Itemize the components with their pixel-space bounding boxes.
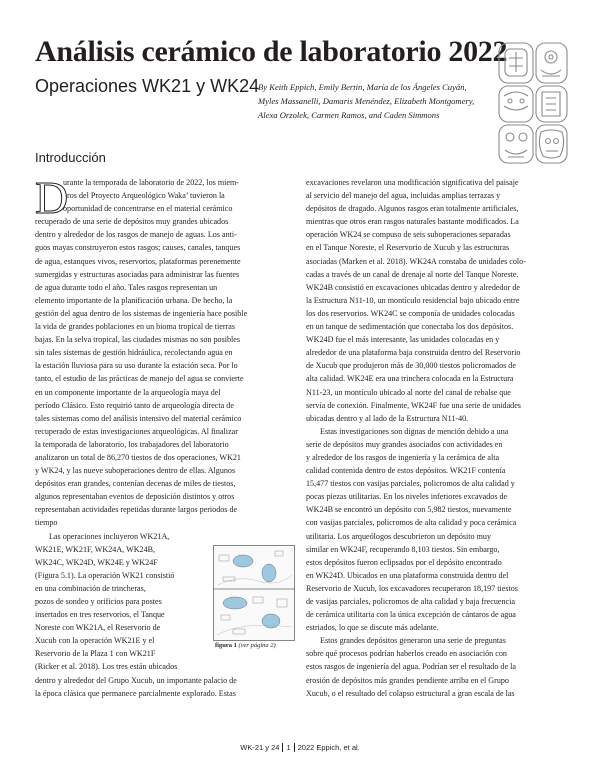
text-line: alta calidad. WK24E era una trinchera colocada en la Estructura [306,374,514,384]
text-line: la temporada de laboratorio, los trabajadores del laboratorio [35,439,229,449]
text-line: de Xucub que produjeron más de 30,000 tiestos policromados de [306,361,516,371]
text-line: tiempo [35,518,58,528]
text-line: gestión del agua dentro de los sistemas de ingeniería hace posible [35,308,248,318]
text-line: sumergidas y estructuras asociadas para administrar las fuentes [35,269,240,279]
text-line: de vasijas parciales, policromos de alta calidad y baja frecuencia [306,597,515,606]
text-line: (Figura 5.1). La operación WK21 consistió [35,570,175,580]
text-line: similar en WK24F, recuperando 8,103 tiestos. Sin embargo, [306,544,500,554]
text-line: cadas a través de un canal de drenaje al norte del Tanque Noreste. [306,269,519,279]
text-line: tanto, el estudio de las prácticas de manejo del agua se convierte [35,374,244,384]
author-name: Myles Massanelli, [258,96,321,106]
paragraph [306,425,564,635]
text-line: recuperado de estas investigaciones arqueológicas. Al finalizar [35,426,238,436]
text-line: la estación lluviosa para su uso durante la estación seca. Por lo [35,361,238,371]
text-line: de cerámica utilitaria con la única excepción de cántaros de agua [306,610,516,620]
footer-left-text: WK-21 y 24 [240,743,280,752]
text-line: Noreste con WK21A, el Reservorio de [35,623,161,633]
text-line: Estas investigaciones son dignas de mención debido a una [320,426,509,436]
text-line: WK24B consistió en excavaciones ubicadas dentro y alrededor de [306,282,520,292]
text-line: mientras que otros eran rasgos naturales bastante modificados. La [306,217,519,227]
text-line: analizaron un total de 86,270 tiestos de dos operaciones, WK21 [35,452,241,462]
text-line: de agua, estanques vivos, reservorios, plataformas perenemente [35,256,241,266]
text-line: de agua durante todo el año. Tales rasgos representan un [35,282,218,292]
text-line: en una combinación de trincheras, [35,583,146,593]
text-line: asociadas (Marken et al. 2018). WK24A constaba de unidades colo- [306,256,526,266]
text-line: la vida de grandes poblaciones en un bioma tropical de tierras [35,322,236,332]
text-line: recuperado de una serie de depósitos muy grandes ubicados [35,217,229,227]
text-line: dentro y alrededor de los rasgos de manejo de aguas. Los anti- [35,230,237,240]
text-line: estos depósitos fueron eclipsados por el depósito encontrado [306,557,502,567]
text-line: Las operaciones incluyeron WK21A, [49,531,170,541]
author-name: and Caden Simmons [368,110,440,120]
text-line: insertados en tres reservorios, el Tanque [35,610,165,620]
text-line: urante la temporada de laboratorio de 2022, los miem- [63,178,239,187]
text-line: Reservorio de Xucub, los excavadores recuperaron 18,197 tiestos [306,583,518,593]
text-line: 15,477 tiestos con vasijas parciales, policromos de alta calidad y [306,479,515,489]
author-name: María de los Ángeles Cuyán, [366,82,467,92]
text-line: servía de conexión. Finalmente, WK24F fue una serie de unidades [306,400,521,410]
text-line: la época clásica que permanece parcialmente explorado. Estas [35,688,236,698]
text-line: período Clásico. Esto requirió tanto de arqueología directa de [35,400,234,410]
author-name: Damaris Menéndez, [322,96,392,106]
author-name: Elizabeth Montgomery, [394,96,475,106]
text-line: y alrededor de los rasgos de ingeniería y la cerámica de alta [306,452,500,462]
text-line: ubicadas dentro y al lado de la Estructura N11-40. [306,413,469,423]
text-line: operación WK24 se compuso de seis suboperaciones separadas [306,230,511,240]
text-line: WK21E, WK21F, WK24A, WK24B, [35,544,156,554]
text-line: la Estructura N11-10, un montículo residencial bajo ubicado entre [306,295,520,305]
text-line: calidad contenida dentro de estos depósitos. WK21F contenía [306,466,506,476]
figure-caption [215,641,276,650]
text-line: (Ricker et al. 2018). Los tres están ubicados [35,662,178,672]
text-line: estriados, lo que se discute más adelante. [306,623,439,633]
text-line: WK24B se encontró un depósito con 5,982 tiestos, nuevamente [306,505,512,515]
text-line: depósitos de dragado. Algunos rasgos eran totalmente artificiales, [306,204,519,214]
page-subtitle: Operaciones WK21 y WK24 [35,76,260,96]
text-line: tales sistemas como del análisis intensivo del material cerámico [35,413,242,423]
text-line: sin tales sistemas de gestión hidráulica, recolectando agua en [35,348,233,358]
paragraph [306,634,564,699]
page-title: Análisis cerámico de laboratorio 2022 [35,35,508,68]
figure-map-thumbnail[interactable] [213,545,295,641]
text-line: y WK24, y las nueve suboperaciones dentro de ellas. Algunos [35,466,236,476]
page-number: 1 [282,743,293,752]
author-list [258,80,498,122]
text-line: dentro y alrededor del Grupo Xucub, un importante palacio de [35,675,237,685]
text-line: los dos reservorios. WK24C se componía de unidades colocadas [306,308,515,318]
text-line: pocas piezas utilitarias. En los niveles inferiores excavados de [306,492,508,502]
text-line: Reservorio de la Plaza 1 con WK21F [35,649,156,659]
author-name: Alexa Orzolek, [258,110,310,120]
text-line: en WK24D. Ubicados en una plataforma construida dentro del [306,570,509,580]
figure-caption-label: figura 1 [215,642,237,649]
text-line: Xucub, o el resultado del colapso estructural a gran escala de las [306,688,515,698]
text-line: alrededor de una plataforma baja construida dentro del Reservorio [306,348,521,358]
text-line: en el Tanque Noreste, el Reservorio de Xucub y las estructuras [306,243,510,253]
text-line: Estos grandes depósitos generaron una serie de preguntas [320,636,506,646]
text-line: utilitaria. Los arqueólogos descubrieron un depósito muy [306,531,491,541]
text-line: Xucub con la operación WK21E y el [35,636,155,646]
footer-right-text: 2022 Eppich, et al. [294,743,363,752]
text-line: bajas. En la selva tropical, las ciudades mismas no son posibles [35,335,240,345]
text-line: estos rasgos de ingeniería del agua. Podrían ser el resultado de la [306,662,516,672]
text-line: bros del Proyecto Arqueológico Waka’ tuvieron la [63,191,225,201]
text-line: guos mayas construyeron estos rasgos; causes, canales, tanques [35,243,241,253]
maya-glyph-icon [496,40,570,166]
text-line: elemento importante de la planificación urbana. De hecho, la [35,295,233,305]
figure-caption-ref[interactable]: (ver página 2) [238,642,276,649]
text-line: excavaciones revelaron una modificación significativa del paisaje [306,178,519,187]
text-line: en un componente importante de la arqueología maya del [35,387,221,397]
text-line: pozos de sondeo y orificios para postes [35,597,162,606]
author-name: Keith Eppich, [269,82,317,92]
text-line: N11-23, un montículo ubicado al norte del canal de rebalse que [306,387,511,397]
text-line: erosión de depósitos más grandes pendiente arriba en el Grupo [306,675,509,685]
text-line: sobre qué procesos podrían haberlos creado en asociación con [306,649,507,659]
section-heading: Introducción [35,150,106,165]
text-line: oportunidad de concentrarse en el material cerámico [63,204,233,214]
page-footer [0,742,600,754]
right-text-column [306,176,564,700]
text-line: en un tanque de sedimentación que conectaba los dos depósitos. [306,322,514,332]
drop-cap: D [35,172,69,223]
text-line: representaban actividades repetidas durante largos periodos de [35,505,238,515]
text-line: con vasijas parciales, policromos de alta calidad y poca cerámica [306,518,517,528]
text-line: algunos representaban eventos de deposición distintos y otros [35,492,235,502]
text-line: serie de depósitos muy grandes asociados con actividades en [306,439,503,449]
author-name: Emily Bertin, [318,82,365,92]
author-name: Carmen Ramos, [311,110,367,120]
paragraph [306,176,564,425]
text-line: al servicio del manejo del agua, incluidas amplias terrazas y [306,191,501,201]
paragraph [35,215,283,529]
text-line: WK24C, WK24D, WK24E y WK24F [35,557,158,567]
text-line: depósitos eran grandes, contenían decenas de miles de tiestos, [35,479,236,489]
text-line: WK24D fue el más interesante, las unidades colocadas en y [306,335,500,345]
author-prefix: By [258,82,268,92]
